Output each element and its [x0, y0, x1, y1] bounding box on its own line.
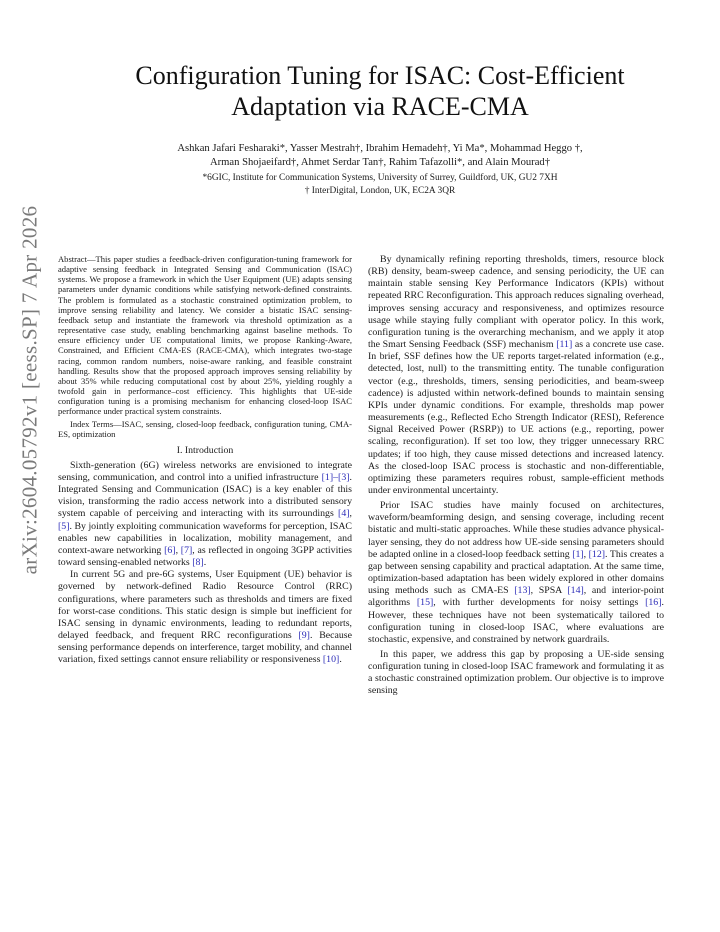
- intro-paragraph-2: In current 5G and pre-6G systems, User Equipment (UE) behavior is governed by network-defined Radio Resource Control (RRC) configurations, where parameters such as thresholds and timers are fixed for worst-case conditions. This static design is simple but inefficient for ISAC sensing in dynamic environments, leading to redundant reports, delayed feedback, and frequent RRC reconfigurations [9]. Because sensing performance depends on interference, target mobility, and channel variation, fixed settings cannot ensure reliability or responsiveness [10].: [58, 569, 353, 666]
- citation-link[interactable]: [4]: [338, 508, 350, 520]
- citation-link[interactable]: [8]: [192, 557, 204, 569]
- citation-link[interactable]: [1]–[3]: [321, 471, 350, 483]
- right-column: [368, 254, 664, 698]
- citation-link[interactable]: [6]: [164, 544, 176, 556]
- citation-link[interactable]: [12]: [588, 548, 606, 560]
- affiliation-1: *6GIC, Institute for Communication Systems, University of Surrey, Guildford, UK, GU2 7XH: [202, 173, 558, 183]
- affiliation-2: † InterDigital, London, UK, EC2A 3QR: [304, 186, 456, 196]
- title-line-2: Adaptation via RACE-CMA: [231, 92, 529, 121]
- title-line-1: Configuration Tuning for ISAC: Cost-Efficient: [135, 61, 625, 90]
- arxiv-stamp: arXiv:2604.05792v1 [eess.SP] 7 Apr 2026: [17, 205, 42, 575]
- left-column: [58, 254, 352, 666]
- citation-link[interactable]: [7]: [180, 544, 193, 556]
- authors-line-1: Ashkan Jafari Fesharaki*, Yasser Mestrah†, Ibrahim Hemadeh†, Yi Ma*, Mohammad Heggo †,: [177, 143, 583, 154]
- citation-link[interactable]: [9]: [298, 630, 310, 641]
- citation-link[interactable]: [1]: [572, 548, 584, 560]
- right-paragraph-1: By dynamically refining reporting thresholds, timers, resource block (RB) density, beam-sweep cadence, and sensing periodicity, the UE can maintain stable sensing Key Performance Indicators (KPIs) without repeated RRC Reconfiguration. This approach reduces signaling overhead, improves sensing accuracy and responsiveness, and optimizes resource usage while staying fully compliant with operator policy. In this work, configuration tuning is the overarching mechanism, and we apply it atop the Smart Sensing Feedback (SSF) mechanism [11] as a concrete use case. In brief, SSF defines how the UE reports target-related information (e.g., detected, lost, null) to the transmitting entity. The tunable configuration vector (e.g., thresholds, timers, sensing periodicities, and beam-sweep cadence) is adjusted within network-defined bounds to maintain sensing KPIs under dynamic conditions. For example, thresholds map power measurements (e.g., Reflected Echo Strength Indicator (RESI), Reference Signal Received Power (RSRP)) to UE actions (e.g., reporting, power scaling, reconfiguration). If set too low, they trigger unnecessary RRC updates; if too high, they cause missed detections and increased latency. As the closed-loop ISAC process is stochastic and non-differentiable, optimizing these parameters requires robust, sample-efficient methods under environmental uncertainty.: [368, 254, 664, 496]
- index-terms: Index Terms—ISAC, sensing, closed-loop feedback, configuration tuning, CMA-ES, optimization: [58, 418, 352, 439]
- section-heading-introduction: I. Introduction: [176, 444, 234, 456]
- arxiv-stamp-margin: [0, 0, 58, 932]
- citation-link[interactable]: [14]: [567, 585, 584, 597]
- right-paragraph-2: Prior ISAC studies have mainly focused on architectures, waveform/beamforming design, and sensing coverage, including recent bistatic and multi-static approaches. While these studies advance physical-layer sensing, they do not address how UE-side sensing parameters should be adapted online in a closed-loop feedback setting [1], [12]. This creates a gap between sensing capability and practical adaptation. At the same time, optimization-based adaptation has been widely explored in other domains using methods such as CMA-ES [13], SPSA [14], and interior-point algorithms [15], with further developments for noisy settings [16]. However, these techniques have not been systematically tailored to configuration tuning in closed-loop ISAC, where evaluations are stochastic, expensive, and constrained by network guardrails.: [368, 500, 665, 645]
- right-paragraph-3: In this paper, we address this gap by proposing a UE-side sensing configuration tuning in closed-loop ISAC framework and formulating it as a stochastic constrained optimization problem. Our objective is to improve sensing: [368, 649, 664, 697]
- author-list: [80, 142, 680, 170]
- citation-link[interactable]: [15]: [416, 597, 434, 609]
- citation-link[interactable]: [13]: [514, 585, 531, 597]
- citation-link[interactable]: [5]: [58, 520, 70, 532]
- paper-title: [80, 60, 680, 122]
- authors-line-2: Arman Shojaeifard†, Ahmet Serdar Tan†, Rahim Tafazolli*, and Alain Mourad†: [210, 157, 550, 168]
- citation-link[interactable]: [10]: [322, 654, 340, 666]
- citation-link[interactable]: [11]: [556, 339, 573, 351]
- intro-paragraph-1: Sixth-generation (6G) wireless networks are envisioned to integrate sensing, communication, and control into a unified infrastructure [1]–[3]. Integrated Sensing and Communication (ISAC) is a key enabler of this vision, transforming the radio access network into a distributed sensory system capable of perceiving and interacting with its surroundings [4], [5]. By jointly exploiting communication waveforms for perception, ISAC enables new capabilities in localization, mobility management, and context-aware networking [6], [7], as reflected in ongoing 3GPP activities toward sensing-enabled networks [8].: [58, 459, 352, 569]
- abstract: Abstract—This paper studies a feedback-driven configuration-tuning framework for adaptive sensing feedback in Integrated Sensing and Communication (ISAC) systems. We propose a framework in which the User Equipment (UE) adapts sensing parameters under dynamic conditions while satisfying network-defined constraints. The problem is formulated as a stochastic constrained optimization problem, to improve sensing reliability and latency. We consider a bistatic ISAC sensing-feedback setup and instantiate the framework via threshold optimization as a representative case study, enabling benchmarking against baseline methods. To ensure efficiency under UE computational limits, we propose Ranking-Aware, Constrained, and Efficient CMA-ES (RACE-CMA), which integrates two-stage racing, common random numbers, noise-aware ranking, and feasible constraint handling. Results show that the proposed approach improves sensing reliability by about 35% while reducing computational cost by about 25%, yielding roughly a twofold gain in performance–cost efficiency. This highlights that UE-side configuration tuning is a promising mechanism for enhancing closed-loop ISAC performance under practical system constraints.: [58, 254, 352, 417]
- citation-link[interactable]: [16]: [645, 597, 662, 609]
